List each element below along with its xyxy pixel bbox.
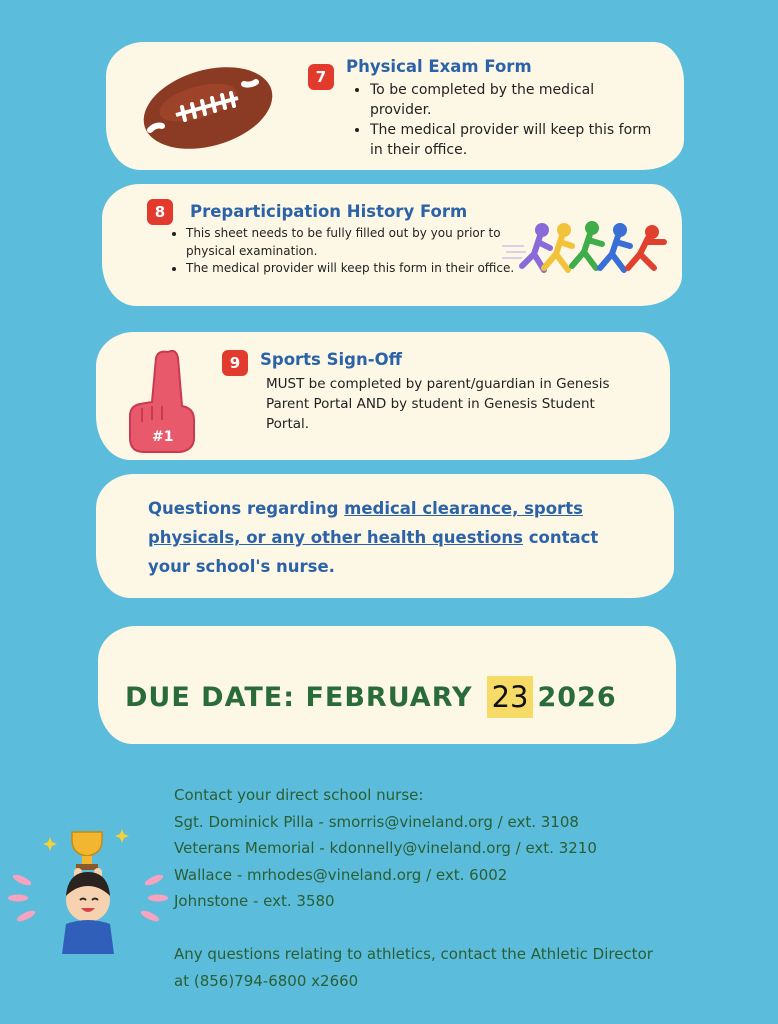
section-body: MUST be completed by parent/guardian in Genesis Parent Portal AND by student in Genesis Student Portal. — [266, 376, 610, 432]
child-trophy-illustration — [8, 824, 168, 956]
football-icon — [138, 60, 278, 156]
contact-line: Sgt. Dominick Pilla - smorris@vineland.org / ext. 3108 — [174, 812, 579, 831]
bullet-item: • To be completed by the medical provider. — [370, 80, 660, 120]
due-date-label: DUE DATE: FEBRUARY — [125, 681, 473, 713]
section-title: Physical Exam Form — [346, 57, 532, 76]
bullet-item: • The medical provider will keep this form in their office. — [186, 260, 516, 278]
athletics-line: Any questions relating to athletics, contact the Athletic Director — [174, 945, 653, 963]
section-number-badge: 9 — [222, 350, 248, 376]
contact-line: Wallace - mrhodes@vineland.org / ext. 6002 — [174, 865, 508, 884]
questions-suffix: contact your school's nurse. — [148, 528, 599, 576]
due-date-year: 2026 — [537, 681, 617, 713]
section-title: Sports Sign-Off — [260, 350, 402, 369]
section-number-badge: 7 — [308, 64, 334, 90]
questions-prefix: Questions regarding — [148, 499, 345, 518]
foam-finger-icon — [124, 346, 198, 454]
due-date-day: 23 — [487, 676, 534, 718]
bullet-item: • The medical provider will keep this form in their office. — [370, 120, 660, 160]
questions-text — [148, 494, 628, 581]
due-date — [125, 674, 617, 720]
contact-section — [174, 782, 653, 994]
contact-line: Veterans Memorial - kdonnelly@vineland.org / ext. 3210 — [174, 839, 597, 857]
contact-heading: Contact your direct school nurse: — [174, 786, 424, 804]
section-bullets — [172, 225, 516, 278]
foam-finger-label: #1 — [152, 429, 174, 445]
questions-link[interactable]: medical clearance, sports physicals, or any other health questions — [148, 499, 583, 547]
section-number-badge: 8 — [147, 199, 173, 225]
athletics-line: at (856)794-6800 x2660 — [174, 971, 359, 990]
section-bullets — [356, 80, 660, 160]
runners-icon — [502, 220, 677, 282]
contact-line: Johnstone - ext. 3580 — [174, 892, 335, 910]
bullet-item: • This sheet needs to be fully filled out by you prior to physical examination. — [186, 225, 516, 260]
section-title: Preparticipation History Form — [190, 202, 468, 221]
